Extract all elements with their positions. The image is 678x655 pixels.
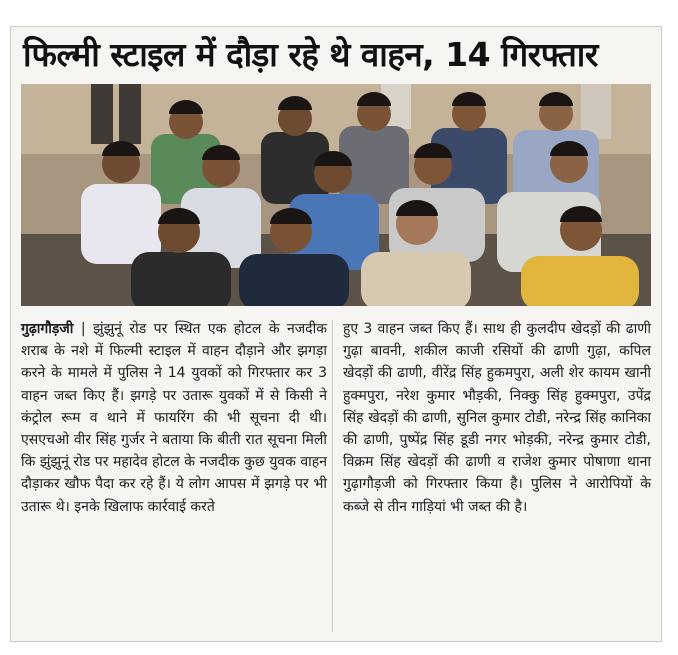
news-photo (21, 84, 651, 306)
article-column-right (343, 318, 651, 518)
article-body-left: झुंझुनूं रोड पर स्थित एक होटल के नजदीक शराब के नशे में फिल्मी स्टाइल में वाहन दौड़ाने और झगड़ा करने के मामले में पुलिस ने 14 युवकों को गिरफ्तार कर 3 वाहन जब्त किए हैं। झगड़े पर उतारू युवकों में से किसी ने कंट्रोल रूम व थाने में फायरिंग की भी सूचना दी थी। एसएचओ वीर सिंह गुर्जर ने बताया कि बीती रात सूचना मिली कि झुंझुनूं रोड पर महादेव होटल के नजदीक कुछ युवक वाहन दौड़ाकर खौफ पैदा कर रहे हैं। ये लोग आपस में झगड़े पर भी उतारू थे। इनके खिलाफ कार्रवाई करते (21, 321, 327, 515)
column-divider (332, 320, 333, 632)
article-column-left (21, 318, 327, 518)
newspaper-clipping (10, 26, 662, 642)
dateline: गुढ़ागौड़जी (21, 321, 74, 337)
article-body-right: हुए 3 वाहन जब्त किए हैं। साथ ही कुलदीप खेदड़ों की ढाणी गुढ़ा बावनी, शकील काजी रसियों की ढाणी गुढ़ा, कपिल खेदड़ों की ढाणी, वीरेंद्र सिंह हुकमपुरा, अली शेर कायम खानी हुक्मपुरा, नरेश कुमार भौड़की, निक्कु सिंह हुक्मपुरा, उपेंद्र सिंह खेदड़ों की ढाणी, सुनिल कुमार टोडी, नरेन्द्र सिंह कानिका की ढाणी, पुष्पेंद्र सिंह डूडी नगर भोड़की, नरेन्द्र कुमार टोडी, विक्रम सिंह खेदड़ों की ढाणी व राजेश कुमार पोषाणा थाना गुढ़ागौड़जी को गिरफ्तार किया है। पुलिस ने आरोपियों के कब्जे से तीन गाड़ियां भी जब्त की है। (343, 321, 651, 515)
group-photo-illustration (21, 84, 651, 306)
headline: फिल्मी स्टाइल में दौड़ा रहे थे वाहन, 14 गिरफ्तार (23, 35, 598, 74)
dateline-separator: | (73, 321, 93, 337)
